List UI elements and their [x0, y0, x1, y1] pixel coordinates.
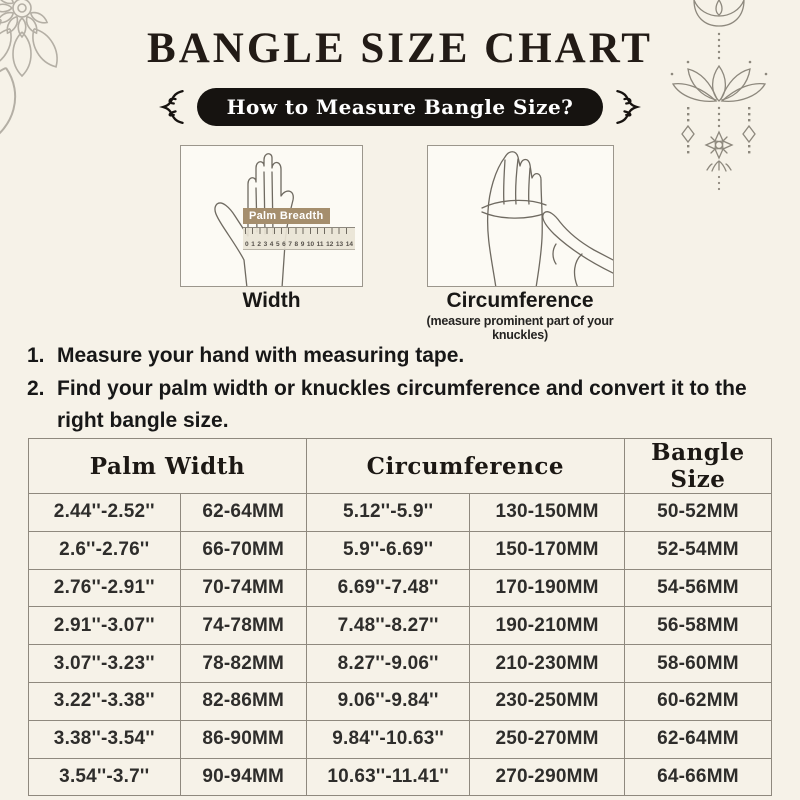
table-cell: 74-78MM — [180, 607, 306, 645]
instruction-step — [27, 340, 779, 373]
circumference-caption: Circumference — [446, 289, 594, 312]
instruction-step — [27, 373, 779, 438]
table-cell: 62-64MM — [180, 494, 306, 532]
ruler-number: 5 — [275, 240, 280, 248]
size-table-body — [29, 494, 772, 796]
ruler-number: 9 — [300, 240, 305, 248]
table-cell: 86-90MM — [180, 720, 306, 758]
table-cell: 190-210MM — [470, 607, 625, 645]
table-cell: 3.38''-3.54'' — [29, 720, 181, 758]
circumference-note: (measure prominent part of your knuckles) — [426, 314, 614, 342]
left-squiggle-icon — [157, 86, 187, 128]
table-cell: 2.6''-2.76'' — [29, 531, 181, 569]
table-cell: 2.91''-3.07'' — [29, 607, 181, 645]
instruction-text: Measure your hand with measuring tape. — [57, 344, 465, 367]
ruler-number: 13 — [335, 240, 344, 248]
ruler-number: 4 — [269, 240, 274, 248]
table-cell: 250-270MM — [470, 720, 625, 758]
instruction-text: Find your palm width or knuckles circumference and convert it to the right bangle size. — [57, 376, 747, 433]
circumference-figure — [427, 145, 614, 287]
table-cell: 10.63''-11.41'' — [306, 758, 469, 796]
knuckle-measure-hand-icon — [428, 146, 614, 287]
ruler-numbers — [245, 242, 353, 249]
table-cell: 8.27''-9.06'' — [306, 645, 469, 683]
table-row — [29, 645, 772, 683]
table-cell: 270-290MM — [470, 758, 625, 796]
ruler-number: 2 — [257, 240, 261, 248]
column-header-circumference: Circumference — [306, 439, 624, 494]
palm-breadth-tag: Palm Breadth — [243, 208, 330, 224]
width-figure — [180, 145, 363, 287]
ruler-number: 11 — [316, 240, 324, 248]
table-row — [29, 531, 772, 569]
table-cell: 9.06''-9.84'' — [306, 682, 469, 720]
table-cell: 7.48''-8.27'' — [306, 607, 469, 645]
table-row — [29, 758, 772, 796]
table-cell: 3.07''-3.23'' — [29, 645, 181, 683]
table-cell: 3.22''-3.38'' — [29, 682, 181, 720]
table-header-row — [29, 439, 772, 494]
table-row — [29, 682, 772, 720]
ruler-number: 8 — [294, 240, 299, 248]
table-cell: 230-250MM — [470, 682, 625, 720]
table-cell: 2.76''-2.91'' — [29, 569, 181, 607]
table-row — [29, 720, 772, 758]
ruler-number: 0 — [245, 240, 249, 248]
table-cell: 2.44''-2.52'' — [29, 494, 181, 532]
table-row — [29, 494, 772, 532]
size-table-section — [28, 438, 772, 796]
table-cell: 170-190MM — [470, 569, 625, 607]
width-caption: Width — [242, 289, 301, 312]
ruler-ticks — [245, 228, 353, 234]
table-row — [29, 569, 772, 607]
bangle-size-table — [28, 438, 772, 796]
table-cell: 3.54''-3.7'' — [29, 758, 181, 796]
ruler-number: 7 — [288, 240, 292, 248]
table-cell: 210-230MM — [470, 645, 625, 683]
table-row — [29, 607, 772, 645]
circumference-caption-block — [400, 289, 640, 342]
column-header-palm-width: Palm Width — [29, 439, 307, 494]
table-cell: 64-66MM — [624, 758, 771, 796]
ruler-number: 1 — [251, 240, 255, 248]
table-cell: 9.84''-10.63'' — [306, 720, 469, 758]
ruler-number: 6 — [282, 240, 286, 248]
table-cell: 70-74MM — [180, 569, 306, 607]
table-cell: 58-60MM — [624, 645, 771, 683]
table-cell: 56-58MM — [624, 607, 771, 645]
table-cell: 130-150MM — [470, 494, 625, 532]
column-header-bangle-size: Bangle Size — [624, 439, 771, 494]
table-cell: 90-94MM — [180, 758, 306, 796]
table-cell: 5.9''-6.69'' — [306, 531, 469, 569]
right-squiggle-icon — [613, 86, 643, 128]
page-title: BANGLE SIZE CHART — [147, 25, 653, 72]
table-cell: 78-82MM — [180, 645, 306, 683]
table-cell: 62-64MM — [624, 720, 771, 758]
table-cell: 66-70MM — [180, 531, 306, 569]
ruler-number: 3 — [263, 240, 268, 248]
table-cell: 6.69''-7.48'' — [306, 569, 469, 607]
table-cell: 82-86MM — [180, 682, 306, 720]
table-cell: 54-56MM — [624, 569, 771, 607]
how-to-measure-badge: How to Measure Bangle Size? — [197, 88, 604, 126]
ruler-number: 10 — [306, 240, 315, 248]
table-cell: 60-62MM — [624, 682, 771, 720]
ruler — [243, 227, 355, 250]
table-cell: 52-54MM — [624, 531, 771, 569]
instruction-number: 2. — [27, 376, 45, 400]
ruler-number: 12 — [326, 240, 334, 248]
table-cell: 50-52MM — [624, 494, 771, 532]
ruler-number: 14 — [345, 240, 353, 248]
table-cell: 150-170MM — [470, 531, 625, 569]
badge-row — [0, 86, 800, 128]
table-cell: 5.12''-5.9'' — [306, 494, 469, 532]
instruction-number: 1. — [27, 344, 45, 367]
instructions — [27, 340, 779, 438]
